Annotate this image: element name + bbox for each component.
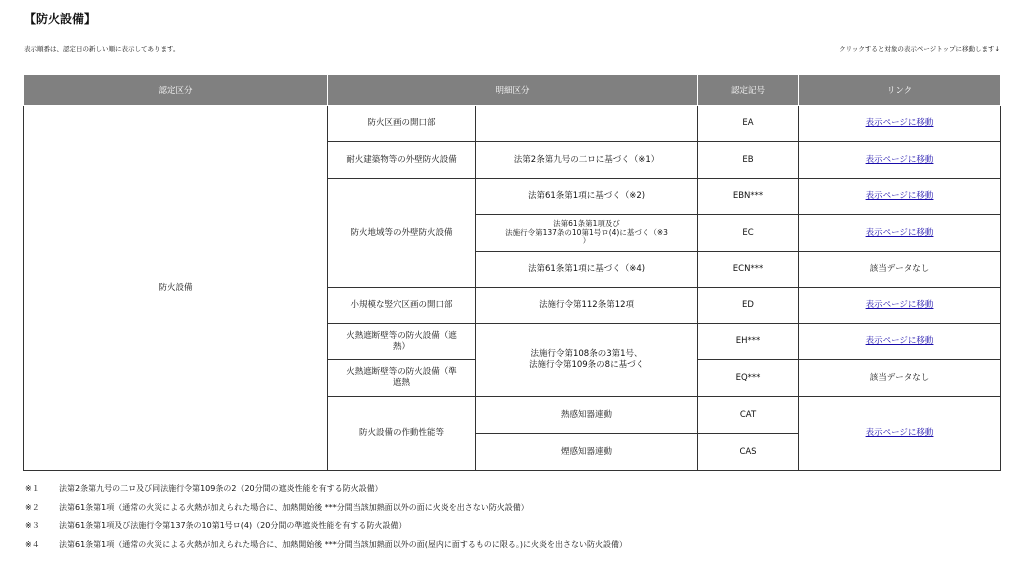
link-ebn[interactable]: 表示ページに移動 (799, 179, 1001, 215)
code-cell: CAS (698, 434, 799, 471)
detail-name-cell: 防火設備の作動性能等 (328, 397, 476, 471)
sort-order-note: 表示順番は、認定日の新しい順に表示してあります。 (24, 45, 180, 53)
link-eb[interactable]: 表示ページに移動 (799, 142, 1001, 179)
footnote-text: 法第61条第1項及び法施行令第137条の10第1号ロ(4)（20分間の準遮炎性能を有する防火設備） (59, 521, 407, 530)
detail-basis-cell: 法第2条第九号の二ロに基づく（※1） (476, 142, 698, 179)
detail-basis-cell: 法第61条第1項に基づく（※2) (476, 179, 698, 215)
detail-basis-cell: 煙感知器連動 (476, 434, 698, 471)
detail-basis-cell: 法第61条第1項及び 法施行令第137条の10第1号ロ(4)に基づく（※3 ） (476, 215, 698, 252)
footnote-mark: ※３ (25, 521, 40, 530)
click-instruction-note: クリックすると対象の表示ページトップに移動します↓ (839, 45, 1000, 53)
detail-name-cell: 防火地域等の外壁防火設備 (328, 179, 476, 288)
page-title: 【防火設備】 (24, 12, 97, 26)
detail-basis-cell: 熱感知器連動 (476, 397, 698, 434)
footnote-1 (25, 480, 627, 499)
header-link: リンク (799, 75, 1001, 106)
detail-name-cell: 火熱遮断壁等の防火設備（遮 熱） (328, 324, 476, 360)
category-cell: 防火設備 (24, 106, 328, 471)
footnote-mark: ※１ (25, 484, 40, 493)
link-ec[interactable]: 表示ページに移動 (799, 215, 1001, 252)
footnote-4 (25, 536, 627, 555)
code-cell: EBN*** (698, 179, 799, 215)
no-data-cell: 該当データなし (799, 252, 1001, 288)
footnote-text: 法第61条第1項（通常の火災による火熱が加えられた場合に、加熱開始後 ***分間当該加熱面以外の面に火炎を出さない防火設備） (59, 502, 529, 512)
detail-basis-cell (476, 106, 698, 142)
footnote-text: 法第61条第1項（通常の火災による火熱が加えられた場合に、加熱開始後 ***分間当該加熱面以外の面(屋内に面するものに限る。)に火炎を出さない防火設備） (59, 539, 628, 549)
link-eh[interactable]: 表示ページに移動 (799, 324, 1001, 360)
code-cell: EQ*** (698, 360, 799, 397)
fire-equipment-table (23, 74, 1001, 471)
footnote-mark: ※４ (25, 539, 40, 549)
code-cell: ECN*** (698, 252, 799, 288)
header-certification-category: 認定区分 (24, 75, 328, 106)
footnote-3 (25, 517, 627, 536)
code-cell: CAT (698, 397, 799, 434)
table-row (24, 106, 1001, 142)
footnote-2 (25, 499, 627, 518)
detail-name-cell: 耐火建築物等の外壁防火設備 (328, 142, 476, 179)
detail-name-cell: 防火区画の開口部 (328, 106, 476, 142)
code-cell: EB (698, 142, 799, 179)
code-cell: EC (698, 215, 799, 252)
link-cat-cas[interactable]: 表示ページに移動 (799, 397, 1001, 471)
no-data-cell: 該当データなし (799, 360, 1001, 397)
footnote-text: 法第2条第九号の二ロ及び同法施行令第109条の2（20分間の遮炎性能を有する防火設備） (59, 484, 383, 493)
table-header-row (24, 75, 1001, 106)
detail-basis-cell: 法施行令第112条第12項 (476, 288, 698, 324)
header-detail-category: 明細区分 (328, 75, 698, 106)
detail-name-cell: 火熱遮断壁等の防火設備（準 遮熱 (328, 360, 476, 397)
link-ea[interactable]: 表示ページに移動 (799, 106, 1001, 142)
code-cell: EA (698, 106, 799, 142)
header-certification-code: 認定記号 (698, 75, 799, 106)
detail-basis-cell: 法施行令第108条の3第1号、 法施行令第109条の8に基づく (476, 324, 698, 397)
footnotes (25, 480, 627, 554)
footnote-mark: ※２ (25, 502, 40, 512)
link-ed[interactable]: 表示ページに移動 (799, 288, 1001, 324)
detail-name-cell: 小規模な竪穴区画の開口部 (328, 288, 476, 324)
code-cell: EH*** (698, 324, 799, 360)
code-cell: ED (698, 288, 799, 324)
detail-basis-cell: 法第61条第1項に基づく（※4) (476, 252, 698, 288)
